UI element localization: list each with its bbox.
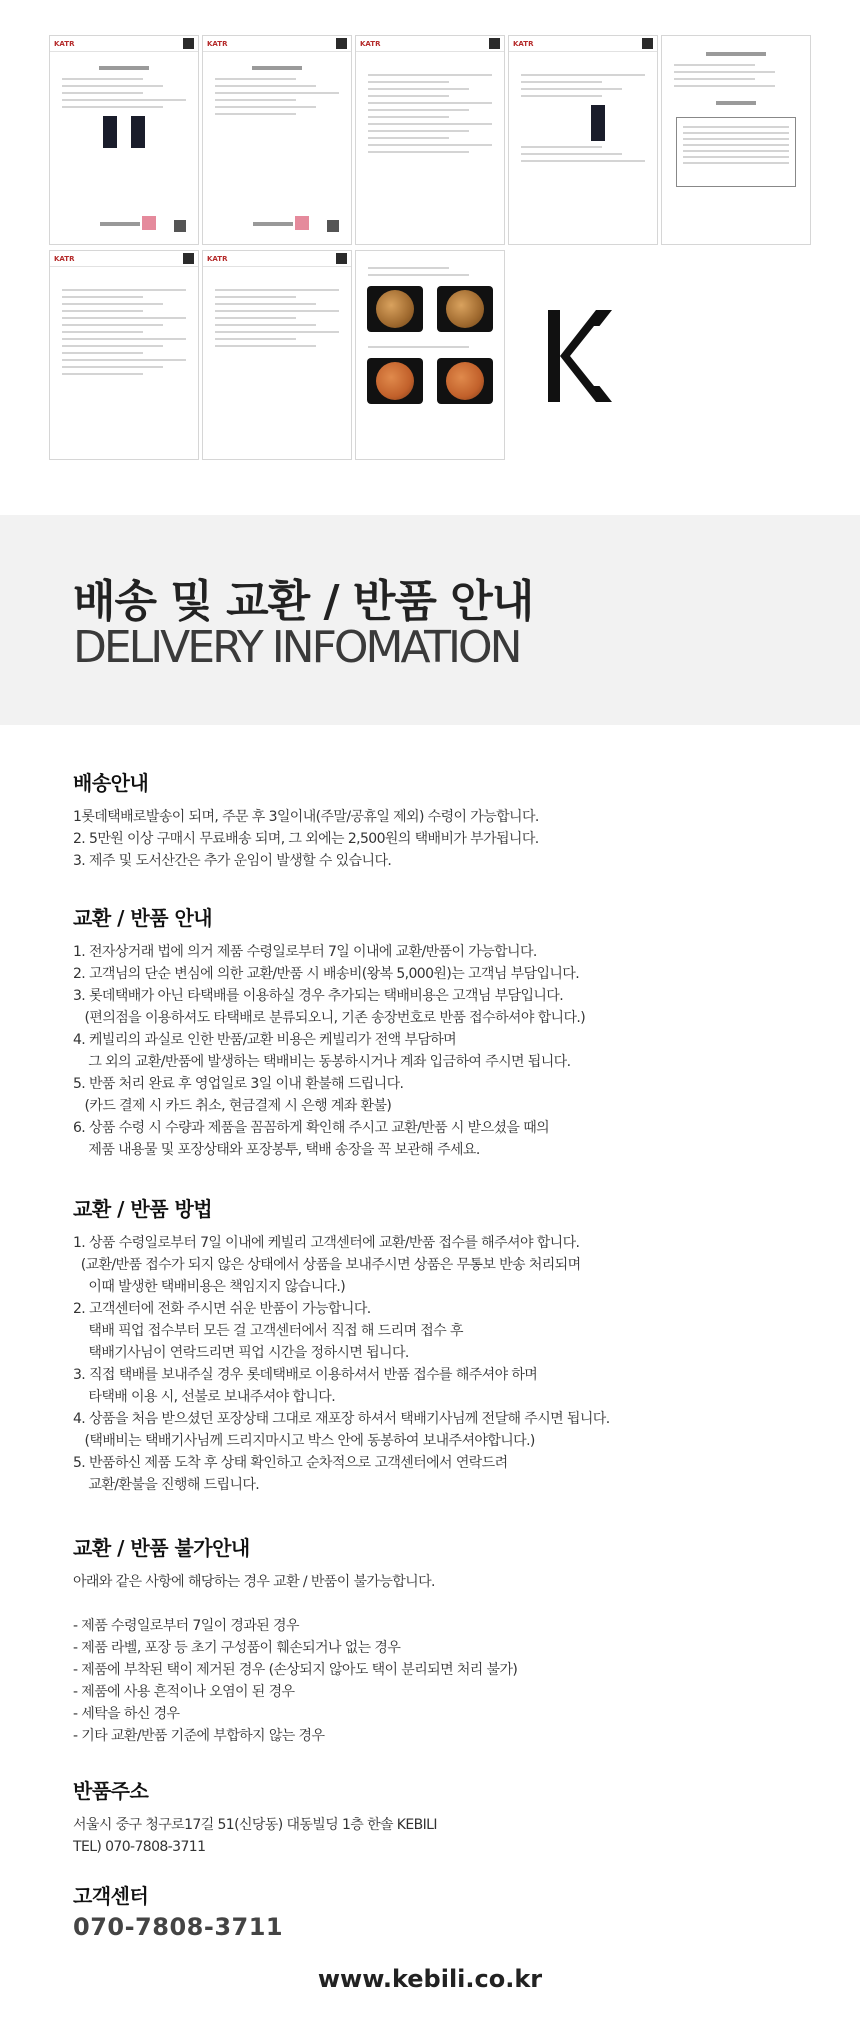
info-line: (편의점을 이용하셔도 타택배로 분류되오니, 기존 송장번호로 반품 접수하셔야 합니다.)	[73, 1010, 586, 1026]
info-line: 2. 5만원 이상 구매시 무료배송 되며, 그 외에는 2,500원의 택배비가 부가됩니다.	[73, 831, 539, 847]
info-line: (택배비는 택배기사님께 드리지마시고 박스 안에 동봉하여 보내주셔야합니다.)	[73, 1433, 535, 1449]
phone-line: TEL) 070-7808-3711	[73, 1839, 206, 1855]
info-line: - 제품 라벨, 포장 등 초기 구성품이 훼손되거나 없는 경우	[73, 1640, 401, 1656]
info-line: (교환/반품 접수가 되지 않은 상태에서 상품을 보내주시면 상품은 무통보 반송 처리되며	[73, 1257, 581, 1273]
exchange-info-section	[73, 902, 813, 1161]
test-photo-report-image	[355, 250, 505, 460]
info-line: 1. 전자상거래 법에 의거 제품 수령일로부터 7일 이내에 교환/반품이 가능합니다.	[73, 944, 537, 960]
info-line: 택배기사님이 연락드리면 픽업 시간을 정하시면 됩니다.	[73, 1345, 409, 1361]
info-line: - 기타 교환/반품 기준에 부합하지 않는 경우	[73, 1728, 325, 1744]
cert-org-label: KATR	[54, 39, 75, 48]
page-title-english: DELIVERY INFOMATION	[73, 622, 520, 673]
info-line: - 세탁을 하신 경우	[73, 1706, 180, 1722]
website-url: www.kebili.co.kr	[317, 1965, 543, 1993]
info-line: 4. 상품을 처음 받으셨던 포장상태 그대로 재포장 하셔서 택배기사님께 전달해 주시면 됩니다.	[73, 1411, 610, 1427]
info-line: 택배 픽업 접수부터 모든 걸 고객센터에서 직접 해 드리며 접수 후	[73, 1323, 463, 1339]
kc-certification-logo	[548, 310, 614, 402]
info-line: 4. 케빌리의 과실로 인한 반품/교환 비용은 케빌리가 전액 부담하며	[73, 1032, 457, 1048]
section-title: 반품주소	[73, 1779, 149, 1803]
info-line: 1롯데택배로발송이 되며, 주문 후 3일이내(주말/공휴일 제외) 수령이 가능합니다.	[73, 809, 539, 825]
info-line: 3. 롯데택배가 아닌 타택배를 이용하실 경우 추가되는 택배비용은 고객님 부담입니다.	[73, 988, 564, 1004]
cert-org-label: KATR	[207, 254, 228, 263]
exchange-not-allowed-section	[73, 1532, 813, 1747]
section-title: 교환 / 반품 방법	[73, 1197, 213, 1221]
info-line: 1. 상품 수령일로부터 7일 이내에 케빌리 고객센터에 교환/반품 접수를 해주셔야 합니다.	[73, 1235, 580, 1251]
certificate-gallery	[0, 0, 860, 515]
customer-center-phone: 070-7808-3711	[73, 1913, 284, 1941]
info-line: 5. 반품 처리 완료 후 영업일로 3일 이내 환불해 드립니다.	[73, 1076, 404, 1092]
info-line: 제품 내용물 및 포장상태와 포장봉투, 택배 송장을 꼭 보관해 주세요.	[73, 1142, 480, 1158]
info-line: 2. 고객센터에 전화 주시면 쉬운 반품이 가능합니다.	[73, 1301, 371, 1317]
cert-org-label: KATR	[207, 39, 228, 48]
section-title: 교환 / 반품 안내	[73, 906, 213, 930]
test-report-image	[49, 250, 199, 460]
test-report-image	[49, 35, 199, 245]
info-line: 이때 발생한 택배비용은 책임지지 않습니다.)	[73, 1279, 346, 1295]
info-line: - 제품에 사용 흔적이나 오염이 된 경우	[73, 1684, 295, 1700]
test-report-image	[202, 35, 352, 245]
info-line: 5. 반품하신 제품 도착 후 상태 확인하고 순차적으로 고객센터에서 연락드려	[73, 1455, 508, 1471]
title-band	[0, 515, 860, 725]
cert-org-label: KATR	[54, 254, 75, 263]
info-line: (카드 결제 시 카드 취소, 현금결제 시 은행 계좌 환불)	[73, 1098, 392, 1114]
page-title-korean: 배송 및 교환 / 반품 안내	[73, 576, 534, 627]
shipping-section	[73, 767, 813, 872]
section-title: 고객센터	[73, 1884, 149, 1908]
test-report-image	[508, 35, 658, 245]
return-address-section	[73, 1775, 813, 1858]
info-line: 3. 직접 택배를 보내주실 경우 롯데택배로 이용하셔서 반품 접수를 해주셔야 하며	[73, 1367, 538, 1383]
info-line: 타택배 이용 시, 선불로 보내주셔야 합니다.	[73, 1389, 336, 1405]
address-line: 서울시 중구 청구로17길 51(신당동) 대동빌딩 1층 한솔 KEBILI	[73, 1817, 437, 1833]
info-line: 교환/환불을 진행해 드립니다.	[73, 1477, 260, 1493]
section-title: 배송안내	[73, 771, 149, 795]
cert-org-label: KATR	[513, 39, 534, 48]
exchange-method-section	[73, 1193, 813, 1496]
cert-org-label: KATR	[360, 39, 381, 48]
test-report-image	[202, 250, 352, 460]
intro-line: 아래와 같은 사항에 해당하는 경우 교환 / 반품이 불가능합니다.	[73, 1574, 435, 1590]
info-line: 2. 고객님의 단순 변심에 의한 교환/반품 시 배송비(왕복 5,000원)는 고객님 부담입니다.	[73, 966, 580, 982]
customer-center-section	[73, 1880, 813, 1941]
info-line: 그 외의 교환/반품에 발생하는 택배비는 동봉하시거나 계좌 입금하여 주시면 됩니다.	[73, 1054, 571, 1070]
info-line: 3. 제주 및 도서산간은 추가 운임이 발생할 수 있습니다.	[73, 853, 392, 869]
info-line: - 제품에 부착된 택이 제거된 경우 (손상되지 않아도 택이 분리되면 처리 불가)	[73, 1662, 518, 1678]
info-line: - 제품 수령일로부터 7일이 경과된 경우	[73, 1618, 299, 1634]
certificate-document-image	[661, 35, 811, 245]
test-report-image	[355, 35, 505, 245]
section-title: 교환 / 반품 불가안내	[73, 1536, 250, 1560]
info-line: 6. 상품 수령 시 수량과 제품을 꼼꼼하게 확인해 주시고 교환/반품 시 받으셨을 때의	[73, 1120, 550, 1136]
